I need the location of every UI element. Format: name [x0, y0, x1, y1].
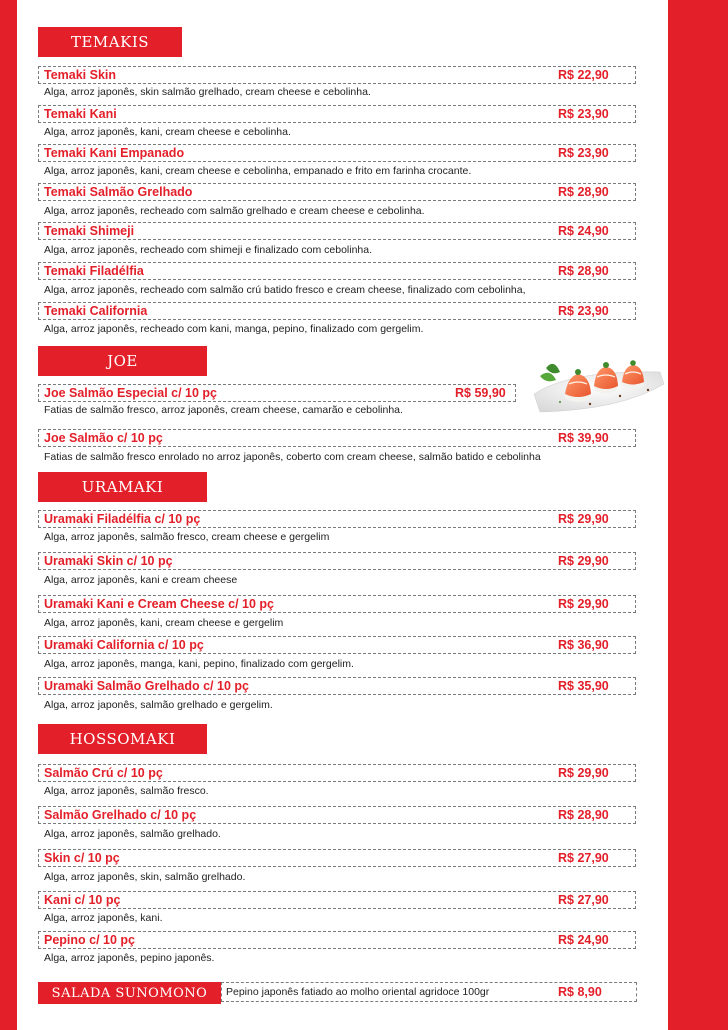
item-name: Pepino c/ 10 pç [44, 933, 136, 947]
item-description: Alga, arroz japonês, kani, cream cheese e cebolinha. [44, 126, 291, 138]
item-description: Alga, arroz japonês, pepino japonês. [44, 952, 215, 964]
item-price: R$ 23,90 [558, 146, 609, 160]
menu-item [38, 849, 636, 867]
item-name: Temaki Salmão Grelhado [44, 185, 193, 199]
item-description: Alga, arroz japonês, salmão grelhado e gergelim. [44, 699, 273, 711]
item-name: Uramaki California c/ 10 pç [44, 638, 204, 652]
right-red-bar [668, 0, 728, 1030]
item-description: Alga, arroz japonês, salmão fresco. [44, 785, 209, 797]
item-name: Salmão Crú c/ 10 pç [44, 766, 163, 780]
item-price: R$ 27,90 [558, 893, 609, 907]
item-description: Alga, arroz japonês, recheado com salmão grelhado e cream cheese e cebolinha. [44, 205, 425, 217]
menu-item [38, 183, 636, 201]
item-name: Temaki Shimeji [44, 224, 135, 238]
item-name: Temaki Filadélfia [44, 264, 144, 278]
item-price: R$ 23,90 [558, 107, 609, 121]
item-name: Uramaki Skin c/ 10 pç [44, 554, 173, 568]
item-description: Fatias de salmão fresco, arroz japonês, cream cheese, camarão e cebolinha. [44, 404, 403, 416]
item-name: Temaki Kani [44, 107, 117, 121]
item-price: R$ 28,90 [558, 808, 609, 822]
menu-item [38, 302, 636, 320]
menu-item [38, 552, 636, 570]
menu-item [38, 105, 636, 123]
item-price: R$ 28,90 [558, 264, 609, 278]
item-description: Alga, arroz japonês, recheado com salmão crú batido fresco e cream cheese, finalizado com cebolinha, [44, 284, 526, 296]
item-name: Uramaki Filadélfia c/ 10 pç [44, 512, 201, 526]
menu-item [38, 595, 636, 613]
item-price: R$ 29,90 [558, 512, 609, 526]
menu-item [38, 262, 636, 280]
item-name: Joe Salmão c/ 10 pç [44, 431, 163, 445]
menu-item [38, 144, 636, 162]
item-price: R$ 59,90 [455, 386, 506, 400]
item-name: Temaki California [44, 304, 148, 318]
menu-item [38, 806, 636, 824]
menu-item [38, 429, 636, 447]
item-description: Alga, arroz japonês, kani, cream cheese e gergelim [44, 617, 284, 629]
item-description: Alga, arroz japonês, skin, salmão grelhado. [44, 871, 246, 883]
item-description: Alga, arroz japonês, manga, kani, pepino, finalizado com gergelim. [44, 658, 354, 670]
menu-item [38, 764, 636, 782]
item-price: R$ 29,90 [558, 597, 609, 611]
item-description: Alga, arroz japonês, kani. [44, 912, 163, 924]
item-price: R$ 22,90 [558, 68, 609, 82]
item-description: Alga, arroz japonês, kani e cream cheese [44, 574, 238, 586]
menu-item [38, 931, 636, 949]
menu-item [38, 510, 636, 528]
menu-item [38, 891, 636, 909]
item-description: Pepino japonês fatiado ao molho oriental agridoce 100gr [226, 986, 490, 998]
item-price: R$ 39,90 [558, 431, 609, 445]
item-price: R$ 8,90 [558, 985, 602, 999]
section-header-temakis: TEMAKIS [38, 27, 182, 57]
salada-sunomono-row [38, 982, 638, 1004]
section-header-salada: SALADA SUNOMONO [38, 982, 221, 1004]
item-name: Uramaki Kani e Cream Cheese c/ 10 pç [44, 597, 274, 611]
menu-item [38, 636, 636, 654]
item-price: R$ 36,90 [558, 638, 609, 652]
item-name: Temaki Skin [44, 68, 117, 82]
menu-item [38, 66, 636, 84]
section-header-hossomaki: HOSSOMAKI [38, 724, 207, 754]
left-red-bar [0, 0, 17, 1030]
section-header-uramaki: URAMAKI [38, 472, 207, 502]
item-name: Joe Salmão Especial c/ 10 pç [44, 386, 218, 400]
item-price: R$ 27,90 [558, 851, 609, 865]
sushi-photo [530, 350, 668, 414]
item-price: R$ 29,90 [558, 766, 609, 780]
menu-item [38, 222, 636, 240]
item-name: Skin c/ 10 pç [44, 851, 120, 865]
section-header-joe: JOE [38, 346, 207, 376]
item-price: R$ 29,90 [558, 554, 609, 568]
item-description: Alga, arroz japonês, skin salmão grelhado, cream cheese e cebolinha. [44, 86, 371, 98]
item-description: Alga, arroz japonês, recheado com kani, manga, pepino, finalizado com gergelim. [44, 323, 424, 335]
item-description: Alga, arroz japonês, kani, cream cheese e cebolinha, empanado e frito em farinha crocante. [44, 165, 472, 177]
menu-item [221, 982, 637, 1002]
item-description: Alga, arroz japonês, salmão fresco, cream cheese e gergelim [44, 531, 330, 543]
item-price: R$ 24,90 [558, 224, 609, 238]
item-name: Temaki Kani Empanado [44, 146, 185, 160]
menu-item [38, 384, 516, 402]
item-description: Fatias de salmão fresco enrolado no arroz japonês, coberto com cream cheese, salmão batido e cebolinha [44, 451, 541, 463]
item-price: R$ 28,90 [558, 185, 609, 199]
item-name: Kani c/ 10 pç [44, 893, 121, 907]
item-description: Alga, arroz japonês, recheado com shimeji e finalizado com cebolinha. [44, 244, 373, 256]
item-price: R$ 24,90 [558, 933, 609, 947]
item-name: Uramaki Salmão Grelhado c/ 10 pç [44, 679, 249, 693]
item-name: Salmão Grelhado c/ 10 pç [44, 808, 197, 822]
item-price: R$ 35,90 [558, 679, 609, 693]
menu-item [38, 677, 636, 695]
item-description: Alga, arroz japonês, salmão grelhado. [44, 828, 221, 840]
item-price: R$ 23,90 [558, 304, 609, 318]
